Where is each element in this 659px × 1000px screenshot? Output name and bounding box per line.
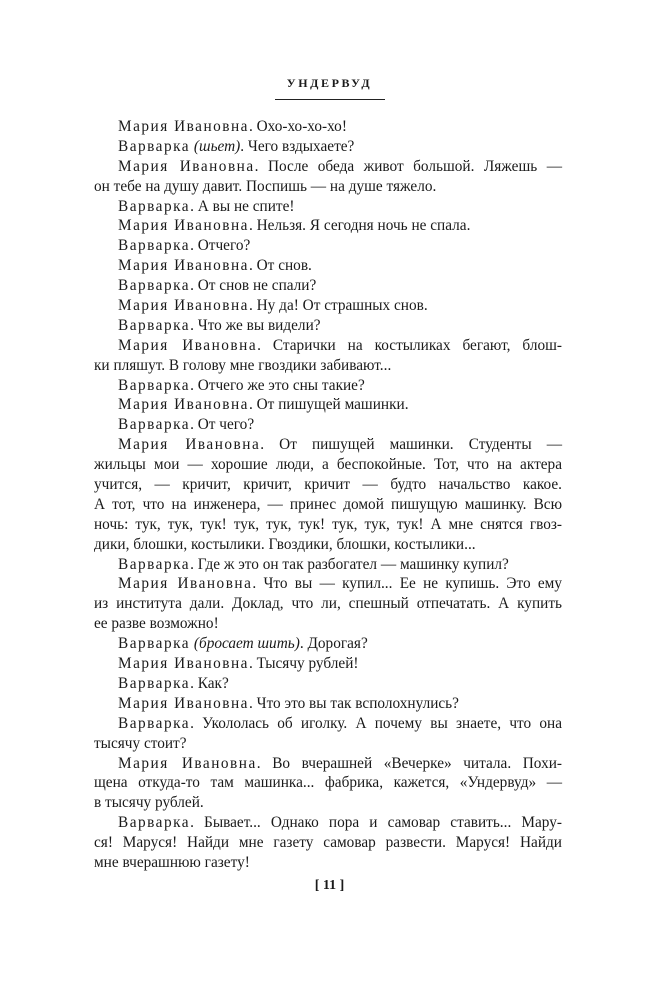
text-line (94, 256, 562, 276)
line-text: из института дали. Доклад, что ли, спешный отпечатать. А купить (94, 595, 562, 613)
text-line (94, 455, 562, 475)
speaker-name: Варварка (118, 376, 191, 394)
text-line (94, 574, 562, 594)
speaker-name: Мария Ивановна (118, 694, 249, 712)
line-text: в тысячу рублей. (94, 794, 204, 812)
text-line (94, 336, 562, 356)
text-line (94, 435, 562, 455)
stage-direction: (бросает шить) (193, 635, 300, 653)
text-line (94, 236, 562, 256)
line-text: щена откуда-то там машинка... фабрика, кажется, «Ундервуд» — (94, 774, 562, 792)
speaker-name: Варварка (118, 555, 191, 573)
text-line (94, 674, 562, 694)
line-text: От снов не спали? (193, 277, 317, 295)
speaker-name: Варварка (118, 714, 191, 732)
line-text: Бывает... Однако пора и самовар ставить... Мару- (193, 814, 562, 832)
line-text: ее разве возможно! (94, 615, 219, 633)
line-text: ночь: тук, тук, тук! тук, тук, тук! тук, тук, тук! А мне снятся гвоз- (94, 515, 562, 533)
speaker-separator: . (190, 416, 194, 434)
speaker-name: Мария Ивановна (118, 297, 249, 315)
speaker-separator: . (190, 376, 194, 394)
text-line (94, 117, 562, 137)
line-text: А вы не спите! (193, 197, 295, 215)
text-line (94, 654, 562, 674)
line-text: ся! Маруся! Найди мне газету самовар развести. Маруся! Найди (94, 834, 562, 852)
speaker-separator: . (190, 237, 194, 255)
line-text: дики, блошки, костылики. Гвоздики, блошки, костылики... (94, 535, 476, 553)
line-text: Ну да! От страшных снов. (252, 297, 428, 315)
line-text: Тысячу рублей! (252, 655, 359, 673)
line-text: жильцы мои — хорошие люди, а беспокойные. Тот, что на актера (94, 456, 562, 474)
text-line (94, 356, 562, 376)
line-text: мне вчерашнюю газету! (94, 853, 250, 871)
text-line (94, 515, 562, 535)
text-line (94, 216, 562, 236)
text-line (94, 594, 562, 614)
speaker-name: Варварка (118, 137, 191, 155)
line-text: . Чего вздыхаете? (240, 137, 355, 155)
text-line (94, 754, 562, 774)
line-text: . Дорогая? (299, 635, 368, 653)
speaker-separator: . (190, 674, 194, 692)
speaker-separator: . (248, 297, 253, 315)
text-line (94, 714, 562, 734)
speaker-name: Мария Ивановна (118, 655, 249, 673)
line-text: он тебе на душу давит. Поспишь — на душе тяжело. (94, 177, 437, 195)
line-text: Где ж это он так разбогател — машинку купил? (193, 555, 509, 573)
speaker-name: Варварка (118, 316, 191, 334)
text-line (94, 395, 562, 415)
text-line (94, 833, 562, 853)
text-line (94, 734, 562, 754)
text-line (94, 535, 562, 555)
speaker-name: Мария Ивановна (118, 396, 249, 414)
text-line (94, 157, 562, 177)
speaker-separator: . (257, 336, 261, 354)
text-line (94, 694, 562, 714)
line-text: Что же вы видели? (193, 316, 321, 334)
page-number: [ 11 ] (314, 878, 345, 893)
text-line (94, 296, 562, 316)
speaker-separator: . (254, 157, 259, 175)
line-text: От пишущей машинки. (252, 396, 409, 414)
text-line (94, 316, 562, 336)
speaker-separator: . (190, 316, 194, 334)
line-text: ки пляшут. В голову мне гвоздики забивают... (94, 356, 392, 374)
speaker-name: Варварка (118, 197, 191, 215)
speaker-name: Варварка (118, 277, 191, 295)
text-line (94, 813, 562, 833)
line-text: Нельзя. Я сегодня ночь не спала. (252, 217, 471, 235)
running-head: УНДЕРВУД (286, 76, 373, 90)
line-text: От снов. (252, 257, 312, 275)
speaker-name: Варварка (118, 674, 191, 692)
line-text: Охо-хо-хо-хо! (252, 118, 347, 135)
speaker-name: Варварка (118, 635, 191, 653)
speaker-name: Мария Ивановна (118, 754, 257, 772)
text-line (94, 495, 562, 515)
line-text: Во вчерашней «Вечерке» читала. Похи- (260, 754, 562, 772)
speaker-name: Мария Ивановна (118, 217, 249, 235)
stage-direction: (шьет) (193, 137, 241, 155)
line-text: От пишущей машинки. Студенты — (264, 436, 562, 454)
speaker-separator: . (248, 118, 253, 135)
speaker-separator: . (190, 277, 194, 295)
speaker-separator: . (190, 555, 194, 573)
text-line (94, 634, 562, 654)
speaker-separator: . (260, 436, 265, 454)
speaker-name: Варварка (118, 814, 191, 832)
speaker-name: Варварка (118, 416, 191, 434)
speaker-name: Мария Ивановна (118, 436, 261, 454)
text-line (94, 773, 562, 793)
speaker-name: Мария Ивановна (118, 575, 253, 593)
speaker-name: Мария Ивановна (118, 336, 258, 354)
text-line (94, 415, 562, 435)
text-line (94, 177, 562, 197)
line-text: Отчего же это сны такие? (193, 376, 365, 394)
speaker-separator: . (248, 694, 253, 712)
text-line (94, 276, 562, 296)
line-text: тысячу стоит? (94, 734, 187, 752)
speaker-separator: . (248, 257, 253, 275)
line-text: Как? (193, 674, 229, 692)
speaker-separator: . (248, 217, 253, 235)
text-line (94, 614, 562, 634)
speaker-separator: . (190, 197, 194, 215)
speaker-separator: . (190, 714, 194, 732)
speaker-separator: . (248, 396, 253, 414)
text-line (94, 197, 562, 217)
text-line (94, 137, 562, 157)
line-text: Укололась об иголку. А почему вы знаете, что она (193, 714, 562, 732)
line-text: учится, — кричит, кричит, кричит — будто начальство какое. (94, 476, 562, 494)
speaker-name: Мария Ивановна (118, 257, 249, 275)
text-line (94, 376, 562, 396)
speaker-separator: . (252, 575, 257, 593)
text-line (94, 853, 562, 873)
speaker-name: Мария Ивановна (118, 118, 249, 135)
speaker-separator: . (248, 655, 253, 673)
line-text: От чего? (193, 416, 255, 434)
line-text: После обеда живот большой. Ляжешь — (258, 157, 563, 175)
text-line (94, 793, 562, 813)
line-text: Что вы — купил... Ее не купишь. Это ему (256, 575, 562, 593)
play-text (94, 117, 562, 873)
text-line (94, 555, 562, 575)
line-text: Что это вы так всполохнулись? (252, 694, 459, 712)
speaker-name: Варварка (118, 237, 191, 255)
line-text: А тот, что на инженера, — принес домой пишущую машинку. Всю (94, 495, 562, 513)
speaker-name: Мария Ивановна (118, 157, 255, 175)
text-line (94, 475, 562, 495)
running-head-rule (275, 99, 385, 100)
line-text: Старички на костыликах бегают, блош- (260, 336, 562, 354)
speaker-separator: . (190, 814, 194, 832)
line-text: Отчего? (193, 237, 251, 255)
speaker-separator: . (256, 754, 261, 772)
